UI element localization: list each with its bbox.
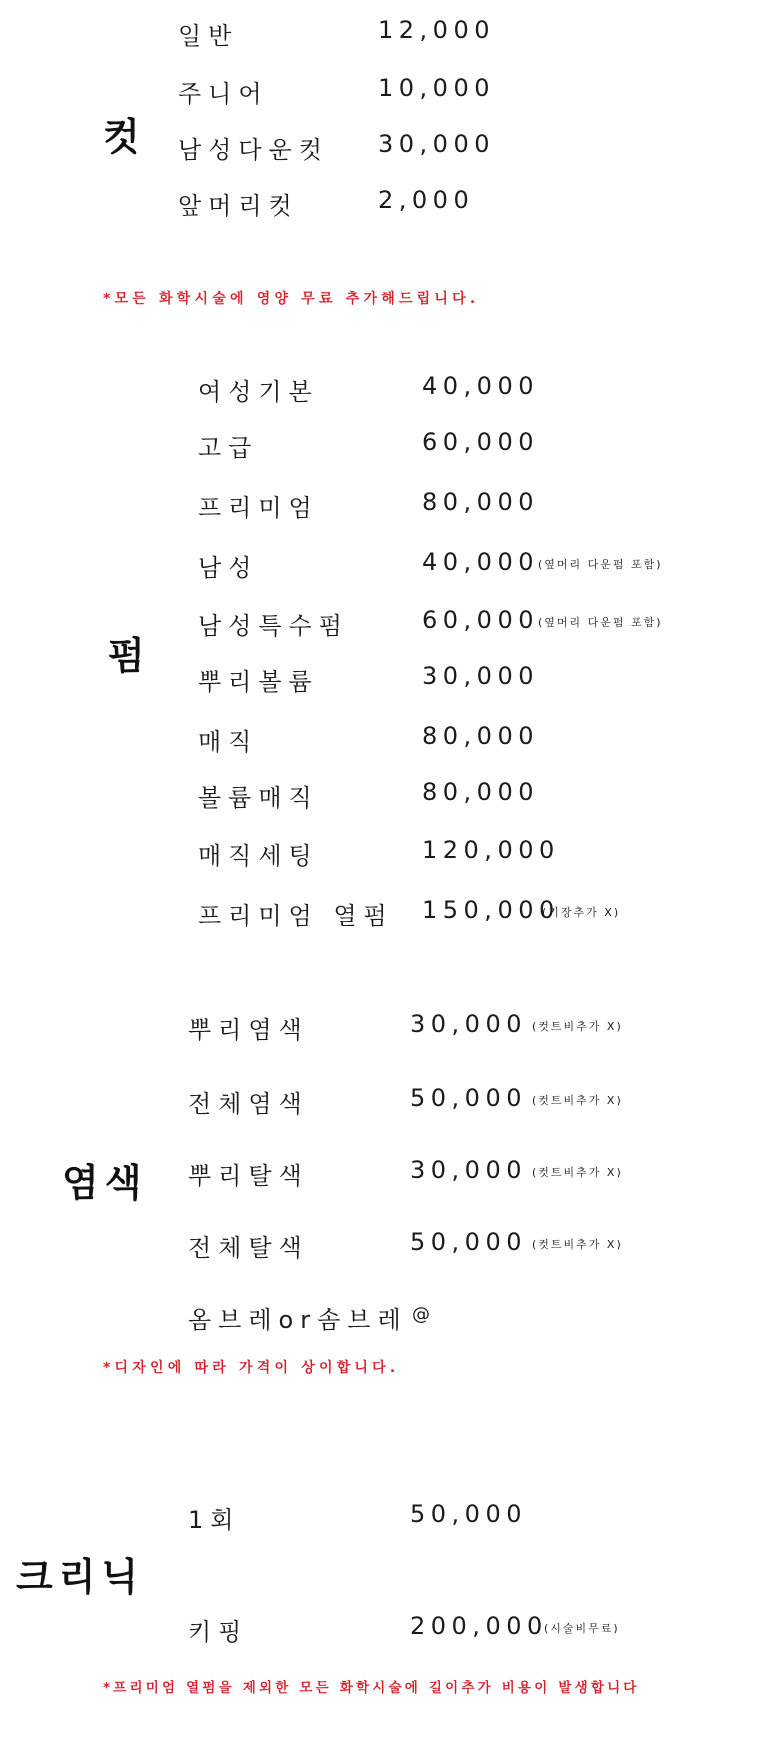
service-name: 앞머리컷 [178,192,299,220]
service-name: 프리미엄 열펌 [198,902,394,930]
service-price: 200,000 [410,1612,548,1640]
service-price: 12,000 [378,16,495,44]
service-price: 120,000 [422,836,560,864]
category-title-clinic: 크리닉 [16,1555,145,1599]
service-price: 40,000 [422,548,539,576]
service-note: (옆머리 다운펌 포함) [538,558,663,571]
category-title-color: 염색 [62,1161,148,1205]
service-price: @ [412,1304,436,1325]
service-price: 40,000 [422,372,539,400]
service-price: 50,000 [410,1084,527,1112]
service-name: 일반 [178,22,239,50]
service-note: (시술비무료) [544,1622,620,1635]
service-name: 고급 [198,434,259,462]
service-note: (컷트비추가 X) [532,1020,623,1033]
service-price: 30,000 [410,1156,527,1184]
service-name: 여성기본 [198,378,319,406]
service-note: (옆머리 다운펌 포함) [538,616,663,629]
service-note: (컷트비추가 X) [532,1094,623,1107]
service-name: 전체탈색 [188,1234,309,1262]
service-price: 80,000 [422,722,539,750]
service-name: 뿌리볼륨 [198,668,319,696]
service-name: 키핑 [188,1618,249,1646]
service-name: 볼륨매직 [198,784,319,812]
notice-color: *디자인에 따라 가격이 상이합니다. [103,1360,400,1376]
category-title-perm: 펌 [108,634,151,678]
service-price: 150,000 [422,896,560,924]
service-price: 10,000 [378,74,495,102]
service-name: 옴브레or솜브레 [188,1306,408,1334]
service-price: 80,000 [422,488,539,516]
service-name: 뿌리탈색 [188,1162,309,1190]
service-price: 30,000 [422,662,539,690]
service-note: (컷트비추가 X) [532,1166,623,1179]
service-price: 2,000 [378,186,475,214]
service-name: 뿌리염색 [188,1016,309,1044]
service-name: 남성다운컷 [178,136,329,164]
service-note: (컷트비추가 X) [532,1238,623,1251]
service-price: 60,000 [422,606,539,634]
notice-cut: *모든 화학시술에 영양 무료 추가해드립니다. [103,291,480,307]
service-name: 프리미엄 [198,494,319,522]
service-name: 전체염색 [188,1090,309,1118]
service-price: 30,000 [410,1010,527,1038]
service-name: 1회 [188,1506,241,1534]
service-name: 남성 [198,554,259,582]
service-price: 60,000 [422,428,539,456]
service-price: 30,000 [378,130,495,158]
service-price: 50,000 [410,1228,527,1256]
notice-clinic: *프리미엄 열펌을 제외한 모든 화학시술에 길이추가 비용이 발생합니다 [103,1680,640,1696]
service-price: 50,000 [410,1500,527,1528]
category-title-cut: 컷 [103,115,146,159]
service-name: 매직세팅 [198,842,319,870]
service-price: 80,000 [422,778,539,806]
service-name: 주니어 [178,80,269,108]
service-name: 남성특수펌 [198,612,349,640]
service-name: 매직 [198,728,259,756]
service-note: (기장추가 X) [542,906,621,919]
